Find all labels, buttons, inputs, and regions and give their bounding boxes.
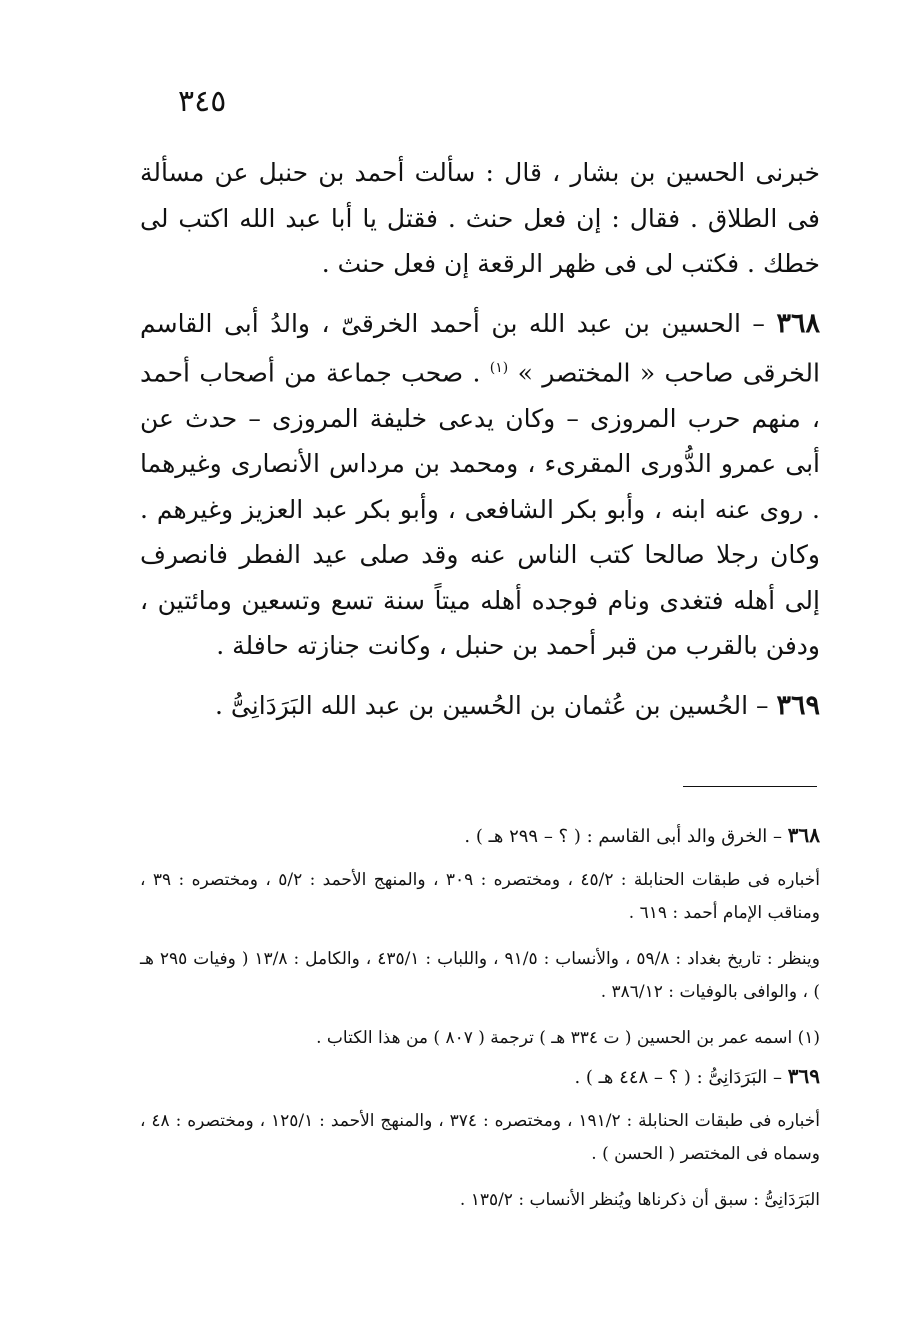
entry-368 xyxy=(140,301,820,669)
note-368-sources: أخباره فى طبقات الحنابلة : ٤٥/٢ ، ومختصره : ٣٠٩ ، والمنهج الأحمد : ٥/٢ ، ومختصره : ٣٩ ، ومناقب الإمام أحمد : ٦١٩ . xyxy=(140,870,821,923)
note-heading-text: – البَرَدَانِىُّ : ( ؟ – ٤٤٨ هـ ) . xyxy=(574,1067,783,1088)
page-number: ٣٤٥ xyxy=(178,84,227,119)
footnote-ref: (١) xyxy=(489,360,509,376)
entry-number: ٣٦٨ xyxy=(776,307,820,339)
entry-text: – الحُسين بن عُثمان بن الحُسين بن عبد الله البَرَدَانِىُّ . xyxy=(215,690,769,720)
paragraph-continuation: خبرنى الحسين بن بشار ، قال : سألت أحمد بن حنبل عن مسألة فى الطلاق . فقال : إن فعل حنث . فقتل يا أبا عبد الله اكتب لى خطك . فكتب لى فى ظهر الرقعة إن فعل حنث . xyxy=(140,158,820,278)
note-369-heading xyxy=(140,1059,820,1095)
note-number: ٣٦٨ xyxy=(787,823,820,847)
entry-number: ٣٦٩ xyxy=(776,689,820,721)
note-368-see-also: وينظر : تاريخ بغداد : ٥٩/٨ ، والأنساب : ٩١/٥ ، واللباب : ٤٣٥/١ ، والكامل : ١٣/٨ ( وفيات ٢٩٥ هـ ) ، والوافى بالوفيات : ٣٨٦/١٢ . xyxy=(140,949,820,1002)
footnotes xyxy=(140,818,820,1230)
footnote-divider xyxy=(683,786,817,787)
footnote-1: (١) اسمه عمر بن الحسين ( ت ٣٣٤ هـ ) ترجمة ( ٨٠٧ ) من هذا الكتاب . xyxy=(316,1028,820,1048)
note-heading-text: – الخرق والد أبى القاسم : ( ؟ – ٢٩٩ هـ ) . xyxy=(464,826,783,847)
entry-text: – الحسين بن عبد الله بن أحمد الخرقىّ ، والدُ أبى القاسم الخرقى صاحب « المختصر » xyxy=(140,308,820,388)
main-text xyxy=(140,150,820,742)
entry-369 xyxy=(140,683,820,729)
note-369-nisba: البَرَدَانِىُّ : سبق أن ذكرناها ويُنظر الأنساب : ١٣٥/٢ . xyxy=(459,1190,820,1210)
note-number: ٣٦٩ xyxy=(787,1064,820,1088)
note-369-sources: أخباره فى طبقات الحنابلة : ١٩١/٢ ، ومختصره : ٣٧٤ ، والمنهج الأحمد : ١٢٥/١ ، ومختصره : ٤٨ ، وسماه فى المختصر ( الحسن ) . xyxy=(140,1111,820,1164)
entry-text-continued: . صحب جماعة من أصحاب أحمد ، منهم حرب المروزى – وكان يدعى خليفة المروزى – حدث عن أبى عمرو الدُّورى المقرىء ، ومحمد بن مرداس الأنصارى وغيرهما . روى عنه ابنه ، وأبو بكر الشافعى ، وأبو بكر عبد العزيز وغيرهم . وكان رجلا صالحا كتب الناس عنه وقد صلى عيد الفطر فانصرف إلى أهله فتغدى ونام فوجده أهله ميتاً سنة تسع وتسعين ومائتين ، ودفن بالقرب من قبر أحمد بن حنبل ، وكانت جنازته حافلة . xyxy=(140,358,821,661)
note-368-heading xyxy=(140,818,820,854)
